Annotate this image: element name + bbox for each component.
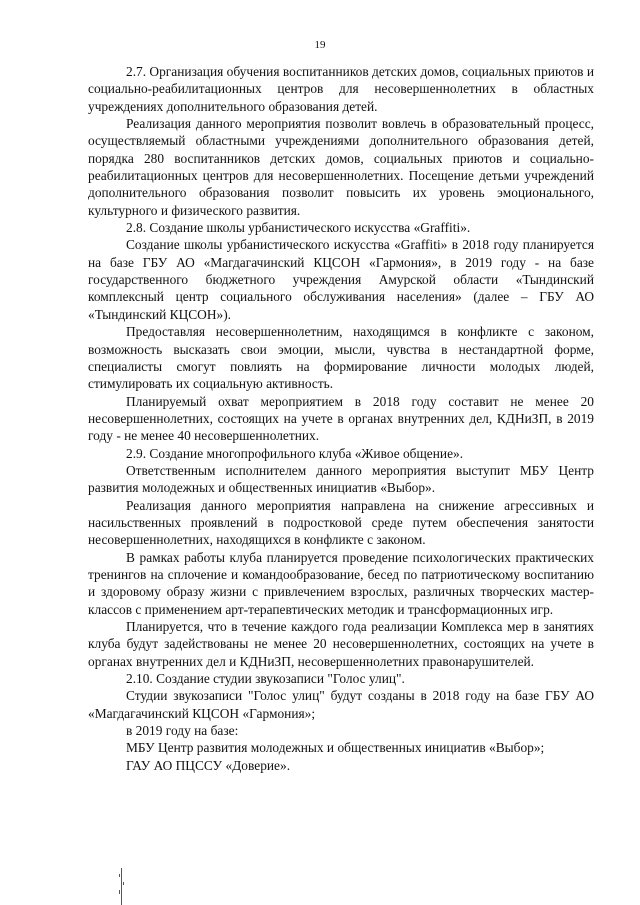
document-body <box>88 63 594 774</box>
paragraph: Создание школы урбанистического искусства «Graffiti» в 2018 году планируется на базе ГБУ АО «Магдагачинский КЦСОН «Гармония», в 2019 году - на базе государственного бюджетного учреждения Амурской области «Тындинский комплексный центр социального обслуживания населения» (далее – ГБУ АО «Тындинский КЦСОН»). <box>88 237 594 322</box>
paragraph: Планируемый охват мероприятием в 2018 году составит не менее 20 несовершеннолетних, состоящих на учете в органах внутренних дел, КДНиЗП, в 2019 году - не менее 40 несовершеннолетних. <box>88 393 594 444</box>
paragraph: Ответственным исполнителем данного мероприятия выступит МБУ Центр развития молодежных и общественных инициатив «Выбор». <box>88 462 594 496</box>
paragraph: Реализация данного мероприятия позволит вовлечь в образовательный процесс, осуществляемый областными учреждениями дополнительного образования детей, порядка 280 воспитанников детских домов, социальных приютов и социально-реабилитационных центров для несовершеннолетних. Посещение детьми учреждений дополнительного образования позволит повысить их уровень эмоционального, культурного и физического развития. <box>88 116 594 218</box>
binding-mark <box>115 868 129 905</box>
paragraph-2-9-heading: 2.9. Создание многопрофильного клуба «Живое общение». <box>126 445 464 461</box>
paragraph: Реализация данного мероприятия направлена на снижение агрессивных и насильственных проявлений в подростковой среде путем обеспечения занятости несовершеннолетних, находящихся в конфликте с законом. <box>88 497 594 548</box>
paragraph: Предоставляя несовершеннолетним, находящимся в конфликте с законом, возможность высказать свои эмоции, мысли, чувства в нестандартной форме, специалисты смогут повлиять на формирование личности молодых людей, стимулировать их социальную активность. <box>88 324 594 392</box>
paragraph: в 2019 году на базе: <box>126 723 239 739</box>
paragraph: МБУ Центр развития молодежных и общественных инициатив «Выбор»; <box>126 740 545 756</box>
paragraph: Студии звукозаписи "Голос улиц" будут созданы в 2018 году на базе ГБУ АО «Магдагачинский КЦСОН «Гармония»; <box>88 688 594 721</box>
paragraph-2-10-heading: 2.10. Создание студии звукозаписи "Голос улиц". <box>126 671 405 687</box>
paragraph: ГАУ АО ПЦССУ «Доверие». <box>126 757 291 773</box>
page-number: 19 <box>314 39 326 51</box>
paragraph: Планируется, что в течение каждого года реализации Комплекса мер в занятиях клуба будут задействованы не менее 20 несовершеннолетних, состоящих на учете в органах внутренних дел и КДНиЗП, несовершеннолетних правонарушителей. <box>88 619 594 669</box>
paragraph: В рамках работы клуба планируется проведение психологических практических тренингов на сплочение и командообразование, бесед по патриотическому воспитанию и здоровому образу жизни с привлечением взрослых, различных творческих мастер-классов с применением арт-терапевтических методик и трансформационных игр. <box>88 549 594 617</box>
paragraph-2-8-heading: 2.8. Создание школы урбанистического искусства «Graffiti». <box>126 220 471 236</box>
paragraph-2-7-heading: 2.7. Организация обучения воспитанников детских домов, социальных приютов и социально-реабилитационных центров для несовершеннолетних в областных учреждениях дополнительного образования детей. <box>88 64 594 114</box>
